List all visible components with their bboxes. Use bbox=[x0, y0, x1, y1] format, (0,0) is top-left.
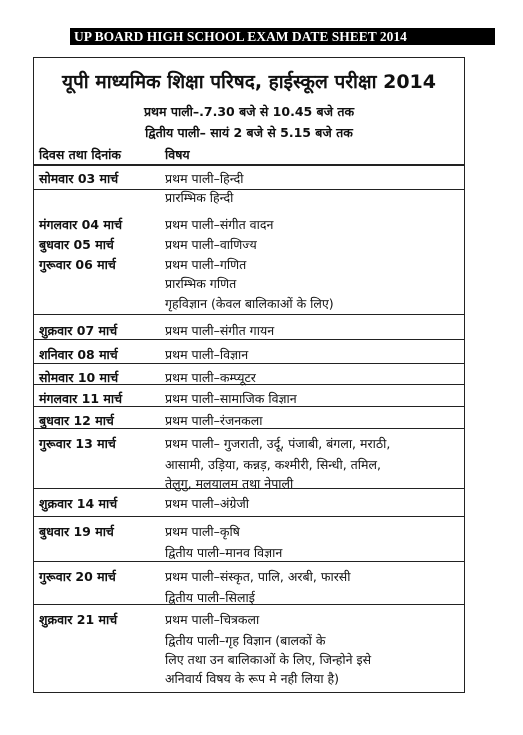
row-divider bbox=[34, 339, 464, 340]
exam-subject: द्वितीय पाली–सिलाई bbox=[165, 590, 255, 605]
row-divider bbox=[34, 314, 464, 315]
exam-day: शनिवार 08 मार्च bbox=[39, 347, 118, 362]
column-header-subject: विषय bbox=[165, 147, 190, 162]
exam-day: सोमवार 03 मार्च bbox=[39, 171, 119, 186]
exam-day: शुक्रवार 21 मार्च bbox=[39, 612, 118, 627]
exam-subject: प्रथम पाली–संगीत गायन bbox=[165, 323, 275, 338]
row-divider bbox=[34, 189, 464, 190]
exam-subject: प्रथम पाली–संगीत वादन bbox=[165, 217, 274, 232]
exam-day: बुधवार 12 मार्च bbox=[39, 413, 114, 428]
exam-day: मंगलवार 04 मार्च bbox=[39, 217, 123, 232]
exam-subject: द्वितीय पाली–मानव विज्ञान bbox=[165, 545, 283, 560]
exam-day: गुरूवार 06 मार्च bbox=[39, 257, 116, 272]
exam-subject: प्रथम पाली–अंग्रेजी bbox=[165, 496, 249, 511]
shift-2-timing: द्वितीय पाली– सायं 2 बजे से 5.15 बजे तक bbox=[145, 125, 353, 140]
exam-subject: प्रारम्भिक हिन्दी bbox=[165, 190, 234, 205]
exam-subject: तेलुगु, मलयालम तथा नेपाली bbox=[165, 476, 294, 491]
exam-subject: प्रथम पाली–हिन्दी bbox=[165, 171, 244, 186]
exam-subject: प्रथम पाली– गुजराती, उर्दू, पंजाबी, बंगला, मराठी, bbox=[165, 436, 391, 451]
header-divider bbox=[34, 164, 464, 166]
exam-day: बुधवार 05 मार्च bbox=[39, 237, 114, 252]
page-title: यूपी माध्यमिक शिक्षा परिषद, हाईस्कूल परीक्षा 2014 bbox=[61, 71, 436, 93]
exam-subject: प्रथम पाली–विज्ञान bbox=[165, 347, 249, 362]
exam-subject: प्रथम पाली–सामाजिक विज्ञान bbox=[165, 391, 297, 406]
exam-day: बुधवार 19 मार्च bbox=[39, 524, 114, 539]
exam-day: गुरूवार 13 मार्च bbox=[39, 436, 116, 451]
banner: UP BOARD HIGH SCHOOL EXAM DATE SHEET 2014 bbox=[70, 28, 495, 45]
exam-subject: प्रथम पाली–संस्कृत, पालि, अरबी, फारसी bbox=[165, 569, 351, 584]
exam-subject: प्रथम पाली–गणित bbox=[165, 257, 247, 272]
shift-1-timing: प्रथम पाली–.7.30 बजे से 10.45 बजे तक bbox=[143, 104, 355, 119]
exam-subject: प्रथम पाली–कृषि bbox=[165, 524, 240, 539]
exam-day: शुक्रवार 07 मार्च bbox=[39, 323, 118, 338]
exam-subject: लिए तथा उन बालिकाओं के लिए, जिन्होने इसे bbox=[165, 652, 372, 667]
exam-day: सोमवार 10 मार्च bbox=[39, 370, 119, 385]
row-divider bbox=[34, 561, 464, 562]
exam-subject: प्रथम पाली–कम्प्यूटर bbox=[165, 370, 256, 385]
exam-subject: प्रथम पाली–रंजनकला bbox=[165, 413, 263, 428]
exam-subject: गृहविज्ञान (केवल बालिकाओं के लिए) bbox=[165, 296, 334, 311]
exam-subject: प्रथम पाली–वाणिज्य bbox=[165, 237, 257, 252]
exam-day: मंगलवार 11 मार्च bbox=[39, 391, 123, 406]
exam-subject: आसामी, उड़िया, कन्नड़, कश्मीरी, सिन्धी, तमिल, bbox=[165, 457, 381, 472]
exam-subject: प्रथम पाली–चित्रकला bbox=[165, 612, 260, 627]
exam-day: गुरूवार 20 मार्च bbox=[39, 569, 116, 584]
exam-subject: अनिवार्य विषय के रूप मे नही लिया है) bbox=[165, 671, 340, 686]
date-sheet bbox=[33, 57, 465, 693]
column-header-day: दिवस तथा दिनांक bbox=[39, 147, 121, 162]
row-divider bbox=[34, 516, 464, 517]
exam-subject: द्वितीय पाली–गृह विज्ञान (बालकों के bbox=[165, 633, 326, 648]
exam-subject: प्रारम्भिक गणित bbox=[165, 276, 237, 291]
row-divider bbox=[34, 363, 464, 364]
exam-day: शुक्रवार 14 मार्च bbox=[39, 496, 118, 511]
